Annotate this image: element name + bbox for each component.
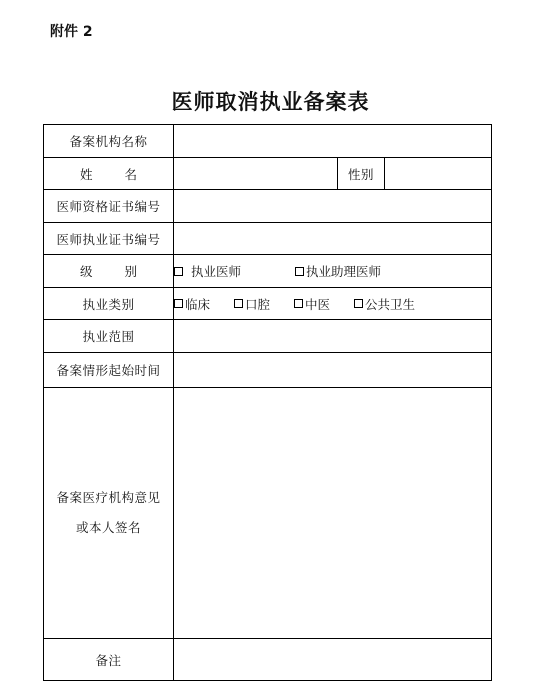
row-practice-cert <box>44 223 492 255</box>
row-qualification-cert <box>44 190 492 223</box>
row-name-gender <box>44 158 492 190</box>
category-options <box>174 288 492 320</box>
checkbox[interactable] <box>174 267 183 276</box>
category-option-tcm[interactable]: 中医 <box>294 295 330 313</box>
category-option-public-health[interactable]: 公共卫生 <box>354 295 415 313</box>
row-level <box>44 255 492 288</box>
scope-label: 执业范围 <box>44 320 174 353</box>
name-label: 姓 名 <box>44 158 174 190</box>
start-time-field[interactable] <box>174 353 492 388</box>
remarks-field[interactable] <box>174 639 492 681</box>
qualification-cert-label: 医师资格证书编号 <box>44 190 174 223</box>
row-start-time <box>44 353 492 388</box>
row-category <box>44 288 492 320</box>
level-label: 级 别 <box>44 255 174 288</box>
start-time-label: 备案情形起始时间 <box>44 353 174 388</box>
category-option-dental[interactable]: 口腔 <box>234 295 270 313</box>
remarks-label: 备注 <box>44 639 174 681</box>
institution-label: 备案机构名称 <box>44 125 174 158</box>
page-title: 医师取消执业备案表 <box>171 89 370 114</box>
scope-field[interactable] <box>174 320 492 353</box>
row-institution <box>44 125 492 158</box>
filing-form-table <box>43 124 492 681</box>
opinion-signature-field[interactable] <box>174 388 492 639</box>
practice-cert-label: 医师执业证书编号 <box>44 223 174 255</box>
category-option-clinical[interactable]: 临床 <box>174 295 210 313</box>
level-option-practicing[interactable]: 执业医师 <box>174 262 241 280</box>
level-option-assistant[interactable]: 执业助理医师 <box>295 262 381 280</box>
opinion-signature-label: 备案医疗机构意见 或本人签名 <box>44 388 174 639</box>
practice-cert-field[interactable] <box>174 223 492 255</box>
category-label: 执业类别 <box>44 288 174 320</box>
attachment-label: 附件 2 <box>50 24 93 40</box>
checkbox[interactable] <box>234 299 243 308</box>
row-scope <box>44 320 492 353</box>
qualification-cert-field[interactable] <box>174 190 492 223</box>
row-remarks <box>44 639 492 681</box>
checkbox[interactable] <box>295 267 304 276</box>
checkbox[interactable] <box>294 299 303 308</box>
name-field[interactable] <box>174 158 338 190</box>
row-opinion-signature <box>44 388 492 639</box>
gender-label: 性别 <box>338 158 385 190</box>
checkbox[interactable] <box>354 299 363 308</box>
level-options <box>174 255 492 288</box>
gender-field[interactable] <box>385 158 492 190</box>
checkbox[interactable] <box>174 299 183 308</box>
institution-field[interactable] <box>174 125 492 158</box>
